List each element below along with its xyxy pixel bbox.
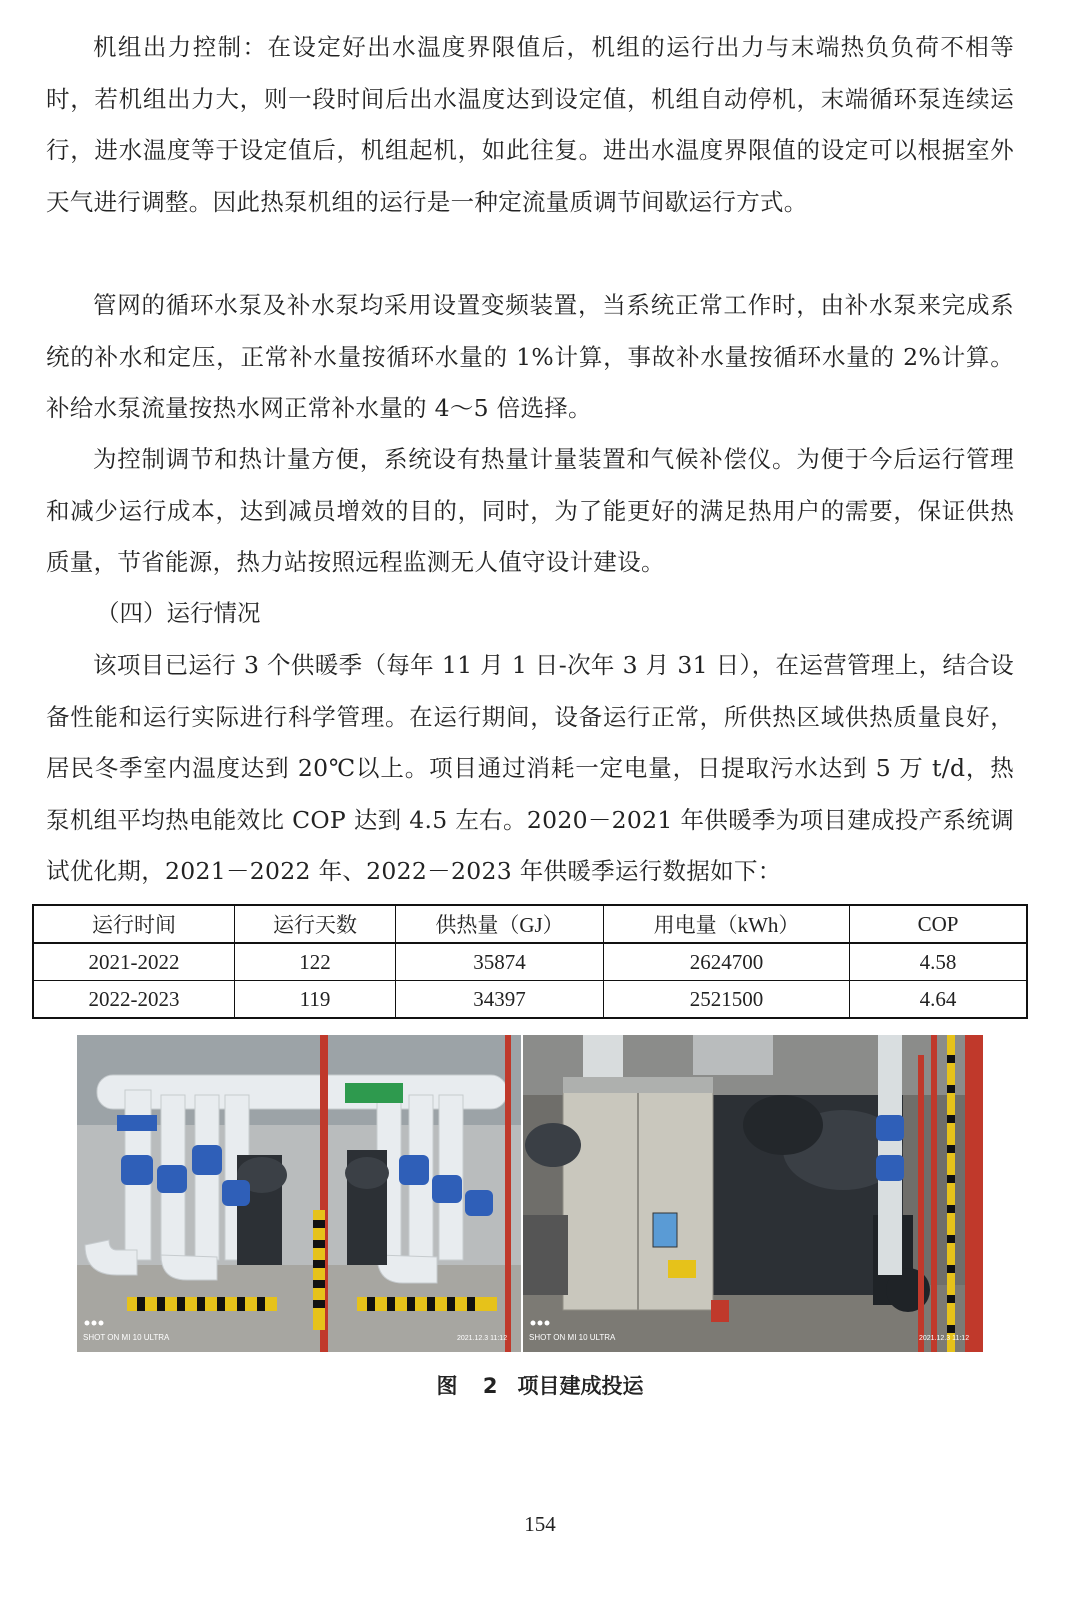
- cell-cop: 4.58: [850, 943, 1028, 981]
- figure-label: 图 2: [436, 1374, 498, 1398]
- cell-period: 2022-2023: [33, 981, 235, 1019]
- figure-caption: [0, 1370, 1080, 1400]
- photo-heat-pump-room-overview: [77, 1035, 521, 1352]
- cell-period: 2021-2022: [33, 943, 235, 981]
- table-row: [33, 943, 1027, 981]
- figure-title: 项目建成投运: [517, 1374, 644, 1398]
- cell-days: 119: [235, 981, 396, 1019]
- header-power-consumption: 用电量（kWh）: [604, 905, 850, 943]
- page-number: 154: [524, 1512, 556, 1536]
- header-heat-supply: 供热量（GJ）: [396, 905, 604, 943]
- paragraph-pumps: 管网的循环水泵及补水泵均采用设置变频装置，当系统正常工作时，由补水泵来完成系统的补水和定压，正常补水量按循环水量的 1%计算，事故补水量按循环水量的 2%计算。补给水泵流量按热水网正常补水量的 4～5 倍选择。: [46, 291, 1014, 422]
- paragraph-unit-output-control: 机组出力控制：在设定好出水温度界限值后，机组的运行出力与末端热负负荷不相等时，若机组出力大，则一段时间后出水温度达到设定值，机组自动停机，末端循环泵连续运行，进水温度等于设定值后，机组起机，如此往复。进出水温度界限值的设定可以根据室外天气进行调整。因此热泵机组的运行是一种定流量质调节间歇运行方式。: [46, 33, 1014, 216]
- paragraph-operation: 该项目已运行 3 个供暖季（每年 11 月 1 日-次年 3 月 31 日），在运营管理上，结合设备性能和运行实际进行科学管理。在运行期间，设备运行正常，所供热区域供热质量良好，居民冬季室内温度达到 20℃以上。项目通过消耗一定电量，日提取污水达到 5 万 t/d，热泵机组平均热电能效比 COP 达到 4.5 左右。2020－2021 年供暖季为项目建成投产系统调试优化期，2021－2022 年、2022－2023 年供暖季运行数据如下：: [46, 651, 1014, 885]
- operation-data-table: [32, 904, 1028, 1019]
- table-header-row: [33, 905, 1027, 943]
- cell-heat: 35874: [396, 943, 604, 981]
- photo-watermark-right: 2021.12.3 11:12: [457, 1335, 508, 1342]
- cell-power: 2624700: [604, 943, 850, 981]
- paragraph-metering: 为控制调节和热计量方便，系统设有热量计量装置和气候补偿仪。为便于今后运行管理和减少运行成本，达到减员增效的目的，同时，为了能更好的满足热用户的需要，保证供热质量，节省能源，热力站按照远程监测无人值守设计建设。: [46, 445, 1014, 576]
- cell-heat: 34397: [396, 981, 604, 1019]
- header-operation-period: 运行时间: [33, 905, 235, 943]
- cell-days: 122: [235, 943, 396, 981]
- header-operation-days: 运行天数: [235, 905, 396, 943]
- table-row: [33, 981, 1027, 1019]
- photo-heat-pump-unit-closeup: [523, 1035, 983, 1352]
- cell-power: 2521500: [604, 981, 850, 1019]
- cell-cop: 4.64: [850, 981, 1028, 1019]
- photo-watermark-right: 2021.12.3 11:12: [919, 1335, 970, 1342]
- photo-watermark-left: SHOT ON MI 10 ULTRA: [83, 1333, 170, 1342]
- header-cop: COP: [850, 905, 1028, 943]
- photo-watermark-left: SHOT ON MI 10 ULTRA: [529, 1333, 616, 1342]
- section-heading: （四）运行情况: [96, 599, 261, 627]
